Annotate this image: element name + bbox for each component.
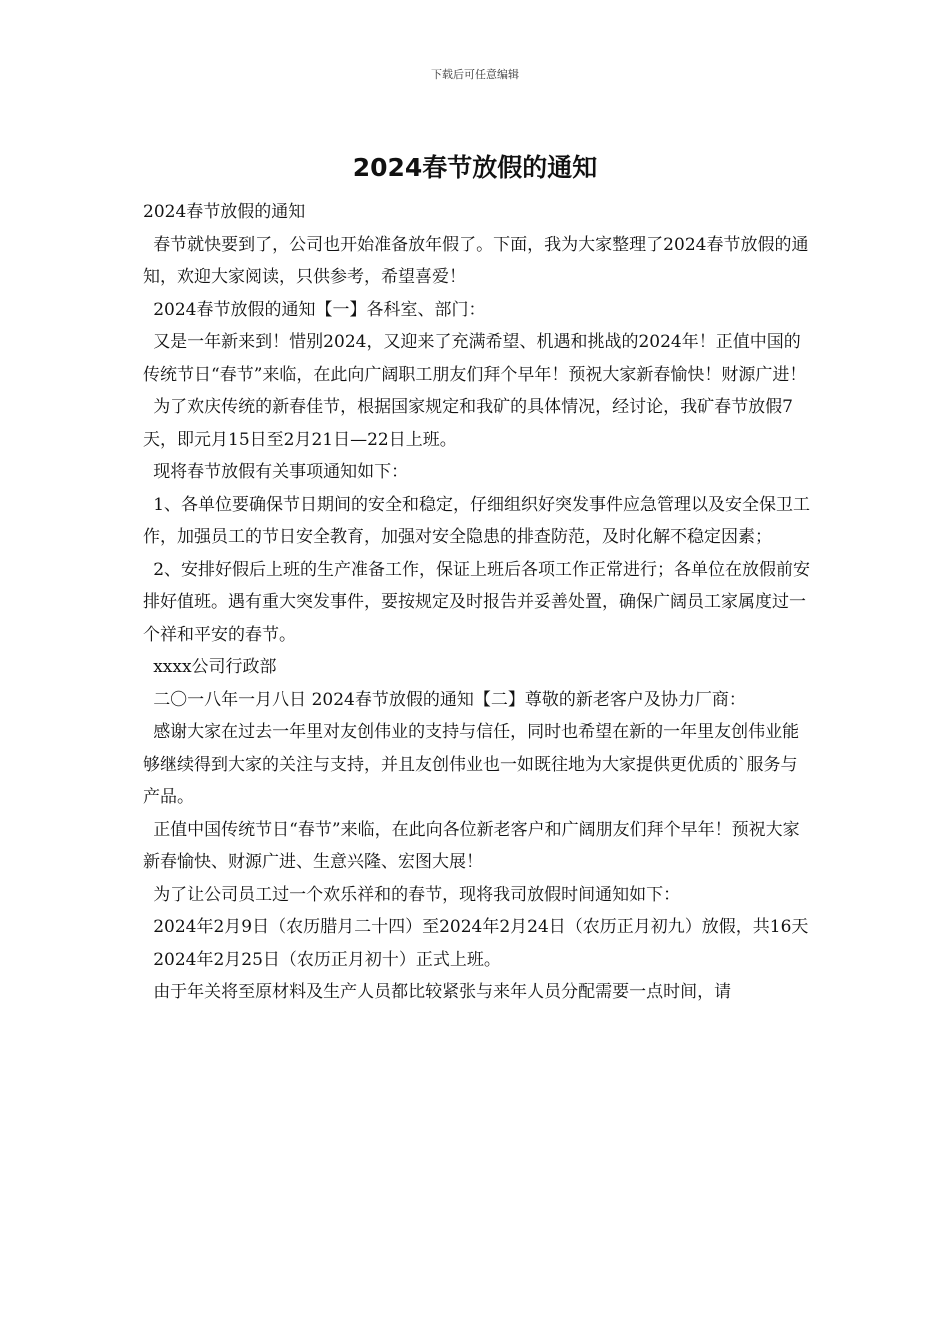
header-note: 下载后可任意编辑	[431, 68, 519, 81]
paragraph-item-2: 2、安排好假后上班的生产准备工作，保证上班后各项工作正常进行；各单位在放假前安排好值班。遇有重大突发事件，要按规定及时报告并妥善处置，确保广阔员工家属度过一个祥和平安的春节。	[143, 559, 811, 645]
paragraph-intro: 春节就快要到了，公司也开始准备放年假了。下面，我为大家整理了2024春节放假的通知，欢迎大家阅读，只供参考，希望喜爱！	[143, 234, 809, 287]
paragraph-new-year-wishes: 正值中国传统节日“春节”来临，在此向各位新老客户和广阔朋友们拜个早年！预祝大家新春愉快、财源广进、生意兴隆、宏图大展！	[143, 819, 800, 872]
paragraph-thanks: 感谢大家在过去一年里对友创伟业的支持与信任，同时也希望在新的一年里友创伟业能够继续得到大家的关注与支持，并且友创伟业也一如既往地为大家提供更优质的`服务与产品。	[143, 722, 800, 807]
paragraph-greeting: 又是一年新来到！惜别2024，又迎来了充满希望、机遇和挑战的2024年！正值中国的传统节日“春节”来临，在此向广阔职工朋友们拜个早年！预祝大家新春愉快！财源广进！	[143, 332, 807, 385]
paragraph-closing: 由于年关将至原材料及生产人员都比较紧张与来年人员分配需要一点时间，请	[153, 982, 732, 1002]
paragraph-return-date: 2024年2月25日（农历正月初十）正式上班。	[153, 949, 501, 970]
paragraph-schedule-intro: 为了让公司员工过一个欢乐祥和的春节，现将我司放假时间通知如下：	[153, 884, 681, 905]
paragraph-holiday-dates: 2024年2月9日（农历腊月二十四）至2024年2月24日（农历正月初九）放假，共16天	[153, 917, 809, 937]
paragraph-signature: xxxx公司行政部	[153, 657, 277, 677]
paragraph-date-notice-two: 二〇一八年一月八日 2024春节放假的通知【二】尊敬的新老客户及协力厂商：	[153, 689, 746, 710]
document-body	[143, 196, 813, 1009]
paragraph-subtitle: 2024春节放假的通知	[143, 202, 306, 222]
page-title: 2024春节放假的通知	[352, 153, 598, 182]
paragraph-matters-intro: 现将春节放假有关事项通知如下：	[153, 462, 409, 482]
paragraph-item-1: 1、各单位要确保节日期间的安全和稳定，仔细组织好突发事件应急管理以及安全保卫工作，加强员工的节日安全教育，加强对安全隐患的排查防范，及时化解不稳定因素；	[143, 494, 811, 547]
paragraph-notice-one-heading: 2024春节放假的通知【一】各科室、部门：	[153, 299, 486, 320]
paragraph-holiday-period: 为了欢庆传统的新春佳节，根据国家规定和我矿的具体情况，经讨论，我矿春节放假7天，即元月15日至2月21日—22日上班。	[143, 397, 794, 450]
